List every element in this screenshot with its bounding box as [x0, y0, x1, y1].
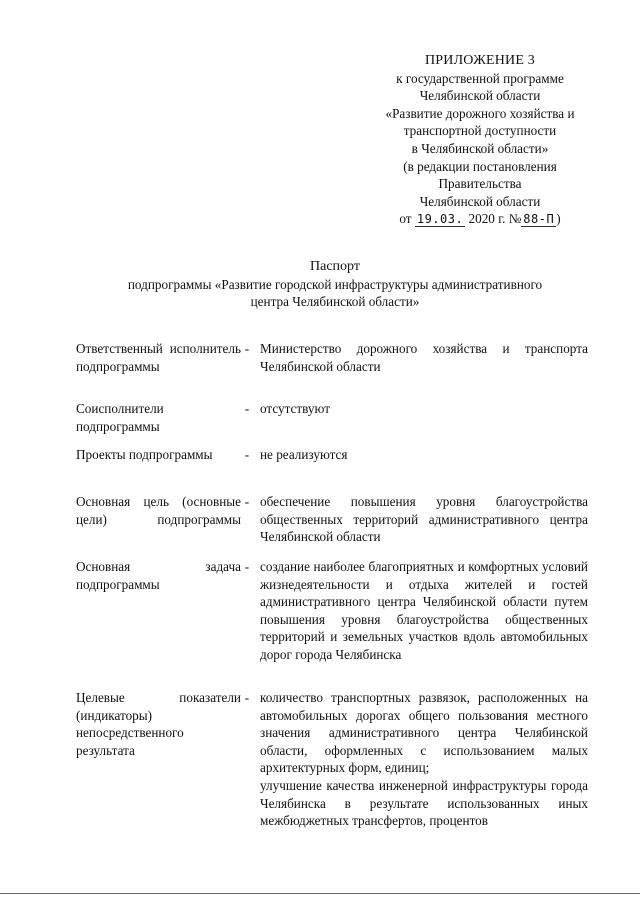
row-value-paragraph: количество транспортных развязок, расположенных на автомобильных дорогах общего пользования местного значения административного центра Челябинской области, оформленных с использованием малых архитектурных форм, единиц; [260, 690, 588, 776]
closing-paren: ) [556, 211, 561, 227]
row-value [260, 446, 588, 464]
year-text: 2020 г. № [468, 211, 522, 227]
appendix-line: «Развитие дорожного хозяйства и [385, 105, 575, 121]
appendix-line: к государственной программе [396, 70, 564, 86]
row-dash: - [244, 341, 250, 356]
appendix-title: ПРИЛОЖЕНИЕ 3 [424, 53, 536, 68]
row-value [260, 340, 588, 375]
row-label: Проекты подпрограммы [76, 447, 213, 462]
date-value: 19.03. [416, 212, 464, 227]
passport-subtitle: центра Челябинской области» [250, 294, 420, 310]
appendix-date-row [360, 210, 600, 229]
row-value-paragraph: обеспечение повышения уровня благоустройства общественных территорий административного центра Челябинской области [260, 494, 588, 545]
date-prefix: от [399, 211, 412, 227]
row-value [260, 493, 588, 546]
appendix-line: в Челябинской области» [411, 140, 549, 156]
row-label: Целевые показатели (индикаторы) непосредственного результата [76, 690, 241, 758]
bottom-divider [0, 893, 640, 894]
appendix-line: Челябинской области [419, 88, 541, 104]
row-dash: - [244, 559, 250, 574]
passport-heading [70, 258, 600, 311]
row-value-paragraph: не реализуются [260, 447, 348, 462]
row-value-paragraph: создание наиболее благоприятных и комфортных условий жизнедеятельности и отдыха жителей и гостей административного центра Челябинской области путем повышения уровня благоустройства общественных территорий и земельных участков вдоль автомобильных дорог города Челябинска [260, 559, 588, 662]
appendix-line: Челябинской области [419, 193, 541, 209]
row-dash: - [244, 447, 250, 462]
appendix-line: Правительства [438, 176, 522, 192]
row-dash: - [244, 494, 250, 509]
appendix-line: (в редакции постановления [403, 158, 557, 174]
row-label: Ответственный исполнитель подпрограммы [76, 341, 241, 374]
appendix-header [360, 52, 600, 229]
row-value-paragraph: улучшение качества инженерной инфраструктуры города Челябинска в результате использованных иных межбюджетных трансфертов, процентов [260, 777, 588, 829]
row-value [260, 400, 588, 418]
row-value [260, 558, 588, 664]
row-value-paragraph: Министерство дорожного хозяйства и транспорта Челябинской области [260, 341, 588, 374]
row-label: Основная задача подпрограммы [76, 559, 241, 592]
row-dash: - [244, 690, 250, 705]
row-label: Соисполнители подпрограммы [76, 401, 164, 434]
row-dash: - [244, 401, 250, 416]
passport-title: Паспорт [310, 259, 360, 274]
passport-subtitle: подпрограммы «Развитие городской инфраструктуры административного [127, 276, 543, 292]
row-value-paragraph: отсутствуют [260, 401, 330, 416]
row-value [260, 689, 588, 830]
appendix-line: транспортной доступности [403, 123, 557, 139]
row-label: Основная цель (основные цели) подпрограммы [76, 494, 241, 527]
resolution-number: 88-П [523, 212, 555, 227]
